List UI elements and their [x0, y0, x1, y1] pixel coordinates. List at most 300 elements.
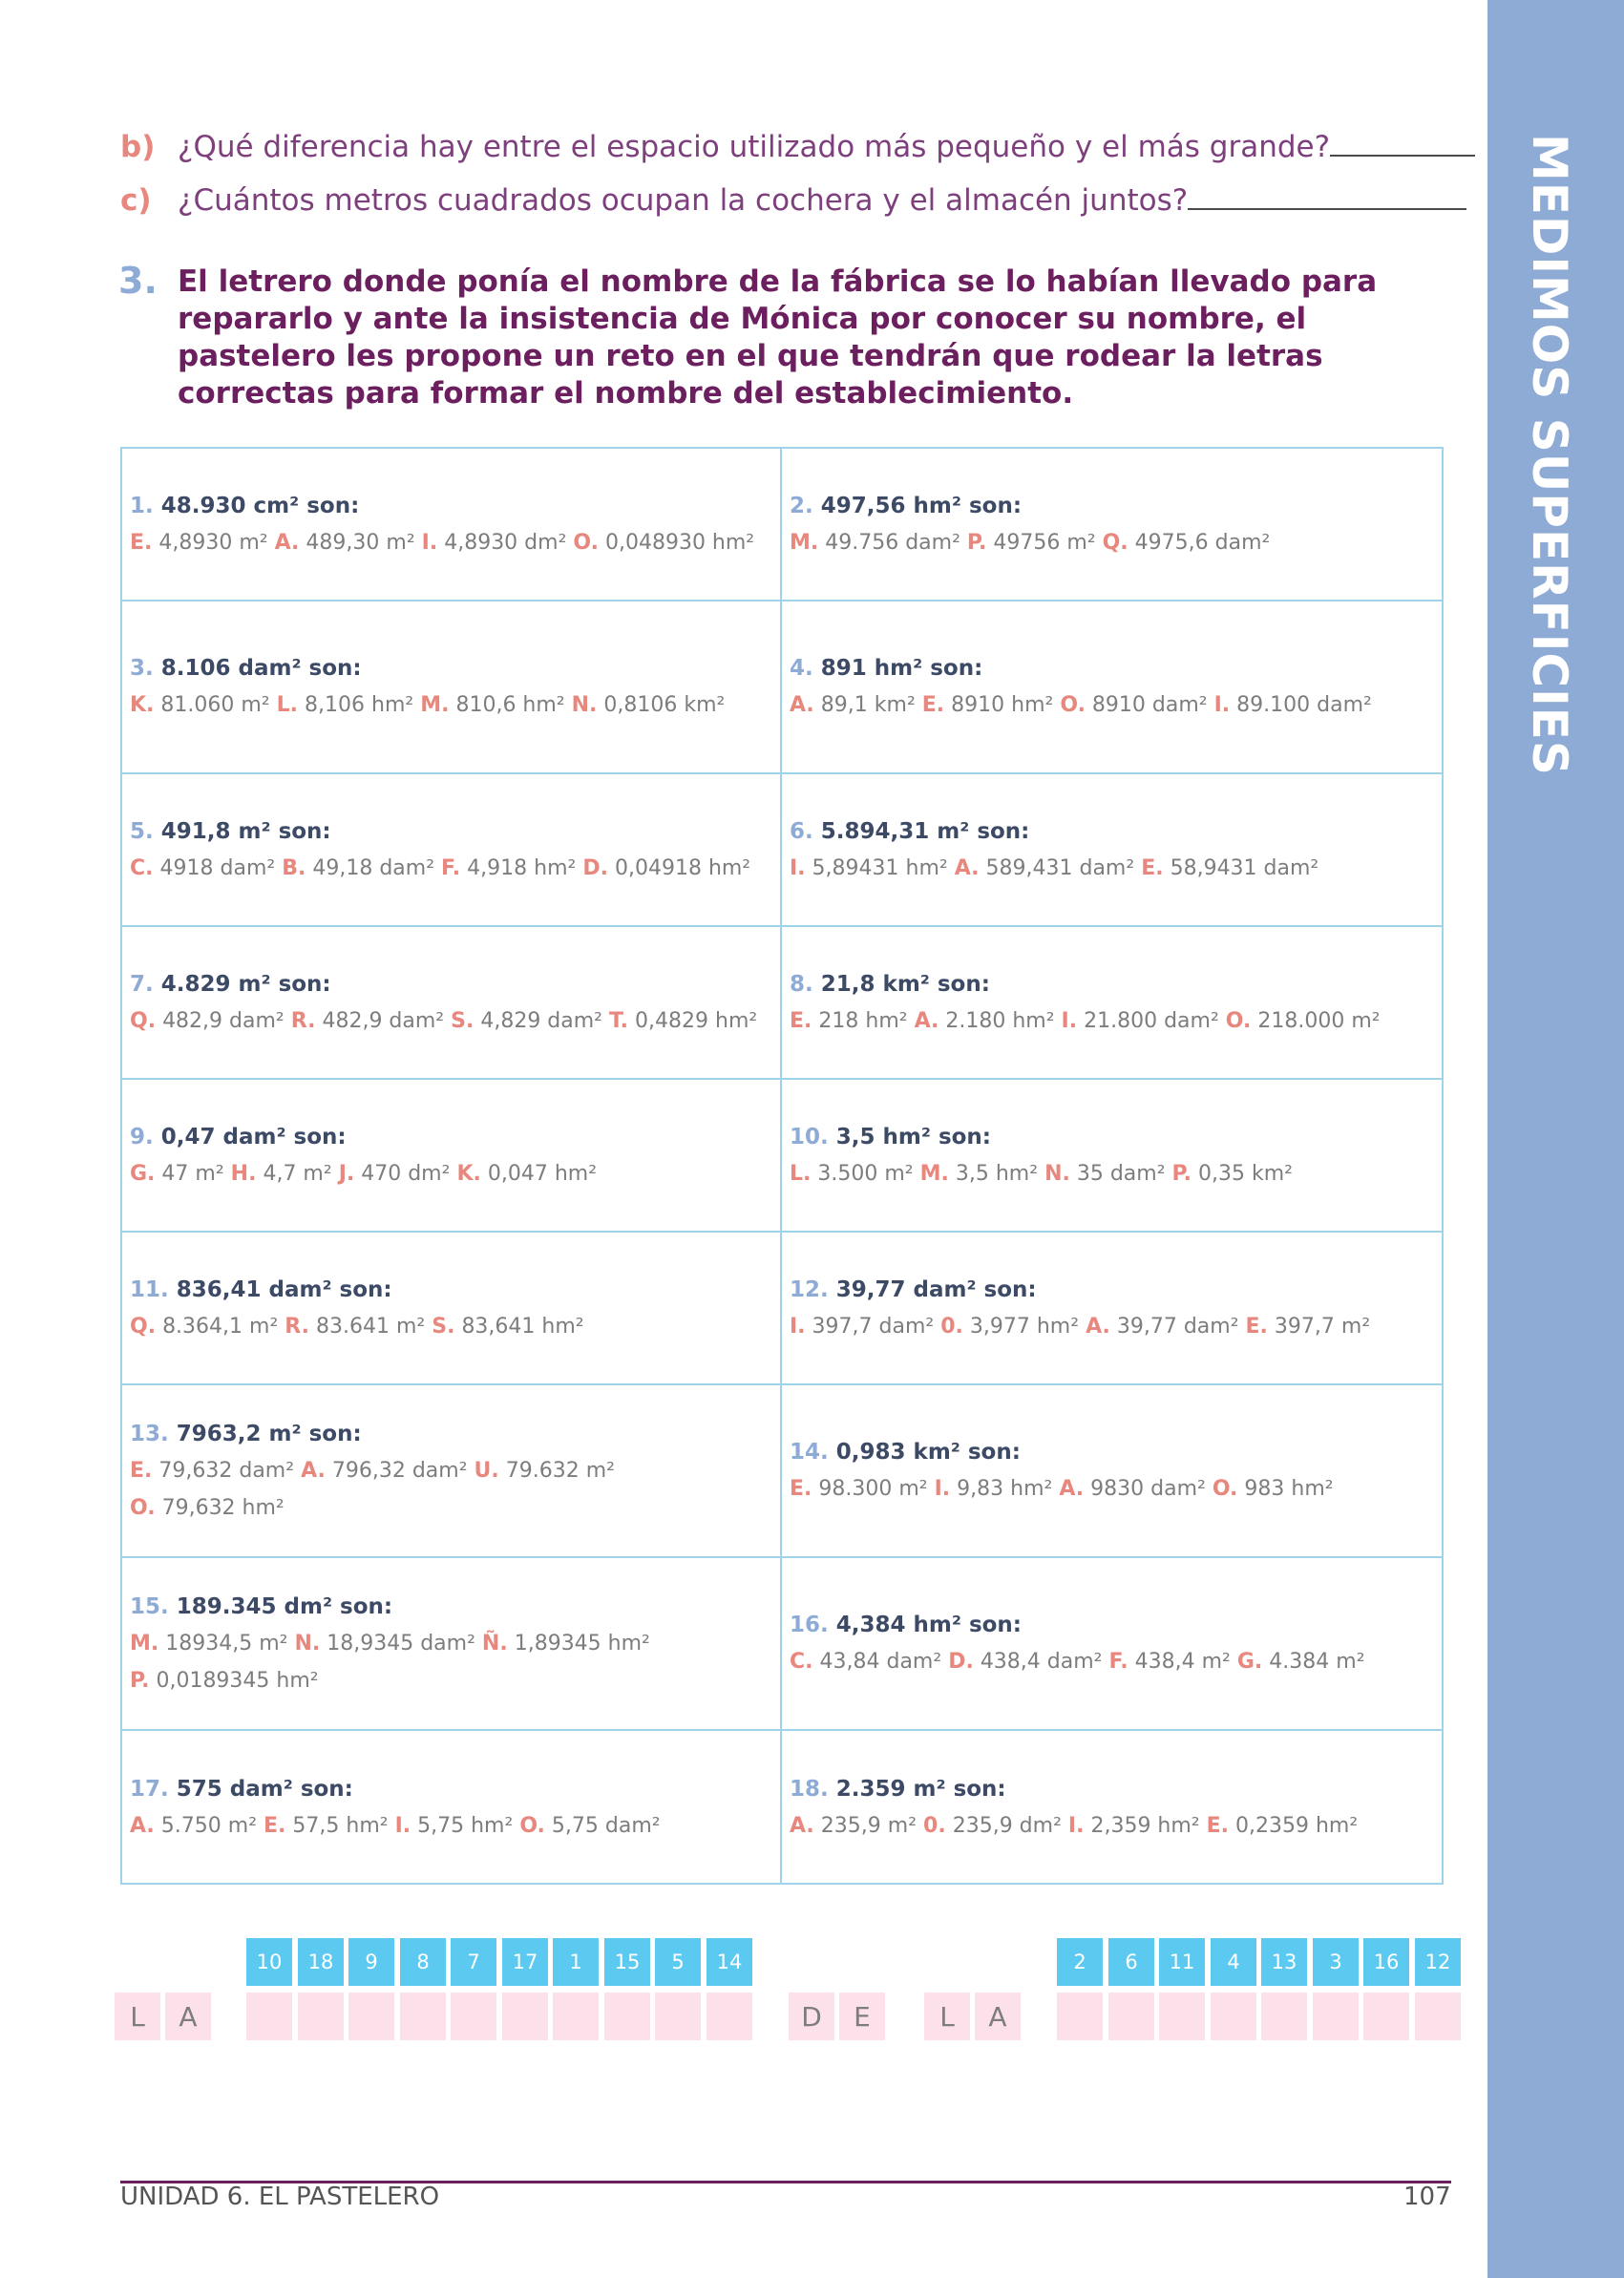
option-letter: P. — [966, 530, 987, 555]
option-value: 235,9 m² — [820, 1813, 917, 1838]
option-letter: E. — [130, 1458, 153, 1483]
page-number: 107 — [1403, 2183, 1451, 2211]
option-value: 5,75 dam² — [551, 1813, 661, 1838]
cell-title — [130, 1771, 772, 1807]
option-letter: L. — [790, 1161, 812, 1186]
cell-number: 14. — [790, 1440, 829, 1465]
cell-number: 10. — [790, 1124, 829, 1150]
clue-number-box: 17 — [502, 1938, 548, 1986]
exercise-cell — [782, 1385, 1442, 1558]
answer-option[interactable] — [1062, 1009, 1219, 1033]
option-letter: I. — [934, 1477, 951, 1501]
cell-title — [790, 650, 1434, 686]
option-letter: D. — [948, 1650, 974, 1674]
cell-quantity: 2.359 m² son: — [835, 1776, 1006, 1802]
option-letter: I. — [421, 530, 438, 555]
cell-quantity: 491,8 m² son: — [160, 818, 331, 844]
answer-option[interactable] — [130, 1009, 285, 1033]
option-letter: I. — [1061, 1008, 1078, 1033]
option-letter: M. — [919, 1161, 949, 1186]
answer-option[interactable] — [130, 1632, 287, 1656]
answer-option[interactable] — [130, 1315, 278, 1339]
answer-option[interactable] — [790, 1315, 934, 1339]
option-letter: O. — [519, 1813, 545, 1838]
cell-options — [790, 1807, 1434, 1845]
option-value: 1,89345 hm² — [514, 1631, 650, 1656]
letter-answer-box[interactable] — [348, 1993, 394, 2040]
exercise-cell — [122, 1080, 782, 1233]
option-letter: Q. — [130, 1008, 157, 1033]
exercise-cell — [782, 449, 1442, 601]
answer-option[interactable] — [1213, 1477, 1334, 1501]
option-letter: I. — [394, 1813, 411, 1838]
option-value: 5,75 hm² — [417, 1813, 514, 1838]
cell-quantity: 21,8 km² son: — [820, 971, 990, 997]
option-value: 3,5 hm² — [955, 1161, 1039, 1186]
option-letter: S. — [451, 1008, 475, 1033]
letter-answer-box[interactable] — [1159, 1993, 1205, 2040]
cell-number: 18. — [790, 1776, 829, 1802]
option-letter: E. — [921, 693, 945, 717]
option-value: 3,977 hm² — [969, 1314, 1080, 1339]
question-letter: b) — [120, 130, 156, 164]
option-value: 8910 dam² — [1091, 693, 1208, 717]
option-letter: T. — [609, 1008, 629, 1033]
clue-number-box: 15 — [604, 1938, 650, 1986]
answer-option[interactable] — [301, 1459, 467, 1483]
answer-option[interactable] — [1214, 693, 1372, 717]
answer-option[interactable] — [967, 531, 1096, 555]
option-letter: 0. — [923, 1813, 946, 1838]
answer-option[interactable] — [130, 531, 268, 555]
clue-number-box: 9 — [348, 1938, 394, 1986]
option-value: 47 m² — [161, 1161, 224, 1186]
answer-option[interactable] — [922, 693, 1054, 717]
cell-title — [790, 813, 1434, 850]
exercise-cell — [122, 927, 782, 1080]
option-letter: P. — [1171, 1161, 1192, 1186]
option-value: 4,7 m² — [263, 1161, 332, 1186]
option-letter: E. — [1141, 855, 1164, 880]
option-letter: G. — [1236, 1650, 1263, 1674]
answer-option[interactable] — [923, 1814, 1062, 1838]
letter-answer-box[interactable] — [298, 1993, 344, 2040]
question-text: ¿Cuántos metros cuadrados ocupan la cochera y el almacén juntos? — [178, 183, 1189, 218]
option-value: 8.364,1 m² — [162, 1314, 279, 1339]
option-value: 49.756 dam² — [825, 530, 960, 555]
exercise-cell — [122, 449, 782, 601]
answer-option[interactable] — [1060, 693, 1207, 717]
option-letter: P. — [130, 1668, 150, 1693]
option-letter: B. — [282, 855, 306, 880]
letter-answer-box[interactable] — [604, 1993, 650, 2040]
answer-option[interactable] — [451, 1009, 602, 1033]
option-value: 0,04918 hm² — [614, 855, 751, 880]
letter-answer-box[interactable] — [707, 1993, 752, 2040]
question-letter: c) — [120, 183, 152, 218]
option-letter: U. — [474, 1458, 499, 1483]
option-value: 18,9345 dam² — [327, 1631, 475, 1656]
cell-number: 3. — [130, 656, 154, 681]
option-value: 482,9 dam² — [162, 1008, 285, 1033]
clue-number-box: 1 — [553, 1938, 599, 1986]
answer-option[interactable] — [130, 856, 275, 880]
option-value: 2,359 hm² — [1090, 1813, 1200, 1838]
answer-option[interactable] — [790, 1477, 928, 1501]
answer-option[interactable] — [130, 1496, 285, 1520]
cell-number: 6. — [790, 818, 813, 844]
option-value: 9,83 hm² — [957, 1477, 1053, 1501]
answer-option[interactable] — [935, 1477, 1053, 1501]
option-letter: K. — [456, 1161, 481, 1186]
letter-answer-box[interactable] — [655, 1993, 701, 2040]
cell-title — [130, 1416, 772, 1452]
cell-quantity: 3,5 hm² son: — [835, 1124, 992, 1150]
answer-option[interactable] — [920, 1162, 1038, 1186]
clue-number-box: 4 — [1211, 1938, 1256, 1986]
exercise-statement: El letrero donde ponía el nombre de la fábrica se lo habían llevado para repararlo y ante la insistencia de Mónica por conocer su nombre, el pastelero les propone un reto en el que tendrán que rodear la letras correctas para formar el nombre del establecimiento. — [178, 264, 1378, 411]
cell-title — [130, 1589, 772, 1625]
letter-answer-box[interactable] — [553, 1993, 599, 2040]
fixed-letter-box: A — [975, 1993, 1021, 2040]
exercise-cell — [122, 601, 782, 774]
answer-option[interactable] — [1237, 1650, 1365, 1674]
cell-title — [130, 966, 772, 1002]
cell-options — [130, 1155, 772, 1192]
option-value: 83,641 hm² — [461, 1314, 584, 1339]
answer-option[interactable] — [948, 1650, 1102, 1674]
answer-option[interactable] — [582, 856, 750, 880]
answer-option[interactable] — [395, 1814, 514, 1838]
cell-options — [130, 1452, 772, 1527]
option-letter: C. — [790, 1650, 813, 1674]
option-letter: A. — [130, 1813, 155, 1838]
answer-option[interactable] — [573, 531, 754, 555]
option-value: 18934,5 m² — [165, 1631, 288, 1656]
letter-answer-box[interactable] — [1313, 1993, 1359, 2040]
cell-quantity: 189.345 dm² son: — [176, 1593, 393, 1619]
option-value: 79,632 hm² — [161, 1495, 285, 1520]
cell-quantity: 5.894,31 m² son: — [820, 818, 1030, 844]
option-value: 4975,6 dam² — [1134, 530, 1271, 555]
option-value: 4,8930 m² — [158, 530, 268, 555]
answer-option[interactable] — [572, 693, 726, 717]
cell-title — [790, 1771, 1434, 1807]
cell-title — [130, 650, 772, 686]
option-value: 83.641 m² — [316, 1314, 426, 1339]
answer-option[interactable] — [339, 1162, 451, 1186]
option-value: 79,632 dam² — [158, 1458, 295, 1483]
cell-options — [790, 524, 1434, 561]
option-letter: C. — [130, 855, 154, 880]
cell-quantity: 48.930 cm² son: — [160, 493, 360, 518]
answer-option[interactable] — [1108, 1650, 1230, 1674]
answer-option[interactable] — [1226, 1009, 1381, 1033]
answer-option[interactable] — [915, 1009, 1055, 1033]
cell-number: 13. — [130, 1421, 169, 1446]
letter-answer-box[interactable] — [1108, 1993, 1154, 2040]
question-b — [120, 130, 1475, 164]
option-letter: N. — [1044, 1161, 1070, 1186]
option-letter: I. — [790, 855, 806, 880]
option-letter: G. — [130, 1161, 156, 1186]
answer-option[interactable] — [456, 1162, 597, 1186]
letter-answer-box[interactable] — [1363, 1993, 1409, 2040]
answer-option[interactable] — [130, 1162, 224, 1186]
letter-answer-box[interactable] — [1057, 1993, 1103, 2040]
answer-option[interactable] — [294, 1632, 475, 1656]
exercise-cell — [782, 1558, 1442, 1731]
option-value: 98.300 m² — [818, 1477, 928, 1501]
option-letter: O. — [130, 1495, 156, 1520]
option-letter: Q. — [130, 1314, 157, 1339]
option-letter: H. — [230, 1161, 257, 1186]
option-value: 489,30 m² — [306, 530, 415, 555]
option-letter: L. — [276, 693, 299, 717]
clue-number-box: 11 — [1159, 1938, 1205, 1986]
exercise-cell — [782, 1233, 1442, 1385]
cell-number: 9. — [130, 1124, 154, 1150]
option-letter: A. — [301, 1458, 326, 1483]
answer-option[interactable] — [1086, 1315, 1238, 1339]
exercise-cell — [122, 1731, 782, 1884]
cell-quantity: 0,47 dam² son: — [160, 1124, 347, 1150]
answer-option[interactable] — [264, 1814, 389, 1838]
answer-option[interactable] — [1141, 856, 1318, 880]
answer-option[interactable] — [940, 1315, 1079, 1339]
cell-options — [130, 1002, 772, 1040]
cell-options — [130, 686, 772, 724]
cell-options — [790, 686, 1434, 724]
clue-number-box: 7 — [451, 1938, 496, 1986]
option-value: 89,1 km² — [820, 693, 916, 717]
answer-option[interactable] — [275, 531, 415, 555]
cell-quantity: 575 dam² son: — [176, 1776, 353, 1802]
letter-answer-box[interactable] — [451, 1993, 496, 2040]
option-letter: A. — [790, 693, 814, 717]
cell-title — [130, 488, 772, 524]
option-letter: E. — [130, 530, 153, 555]
answer-blank[interactable] — [1330, 130, 1475, 157]
option-value: 9830 dam² — [1090, 1477, 1206, 1501]
option-value: 438,4 dam² — [980, 1650, 1103, 1674]
option-letter: R. — [285, 1314, 309, 1339]
clue-number-box: 5 — [655, 1938, 701, 1986]
exercise-cell — [782, 601, 1442, 774]
option-letter: A. — [790, 1813, 814, 1838]
option-value: 58,9431 dam² — [1170, 855, 1319, 880]
option-value: 0,048930 hm² — [604, 530, 755, 555]
cell-title — [130, 1272, 772, 1308]
option-value: 8,106 hm² — [305, 693, 414, 717]
option-letter: E. — [790, 1008, 812, 1033]
clue-number-box: 10 — [246, 1938, 292, 1986]
option-letter: M. — [420, 693, 450, 717]
option-letter: E. — [264, 1813, 286, 1838]
answer-option[interactable] — [1068, 1814, 1200, 1838]
fixed-letter-box: L — [115, 1993, 160, 2040]
answer-option[interactable] — [790, 693, 916, 717]
answer-option[interactable] — [519, 1814, 660, 1838]
option-value: 218 hm² — [818, 1008, 908, 1033]
answer-option[interactable] — [475, 1459, 615, 1483]
answer-option[interactable] — [1103, 531, 1271, 555]
option-letter: E. — [790, 1477, 812, 1501]
option-letter: K. — [130, 693, 155, 717]
option-value: 5,89431 hm² — [812, 855, 948, 880]
option-letter: D. — [582, 855, 608, 880]
option-letter: 0. — [940, 1314, 963, 1339]
option-value: 4.384 m² — [1269, 1650, 1365, 1674]
answer-option[interactable] — [790, 1162, 914, 1186]
option-value: 218.000 m² — [1257, 1008, 1381, 1033]
answer-option[interactable] — [1246, 1315, 1371, 1339]
answer-option[interactable] — [1044, 1162, 1165, 1186]
option-letter: M. — [130, 1631, 159, 1656]
option-letter: A. — [954, 855, 980, 880]
option-letter: N. — [294, 1631, 321, 1656]
cell-number: 2. — [790, 493, 813, 518]
answer-option[interactable] — [790, 531, 960, 555]
option-value: 235,9 dm² — [952, 1813, 1062, 1838]
answer-option[interactable] — [482, 1632, 650, 1656]
cell-title — [130, 1119, 772, 1155]
option-letter: O. — [573, 530, 599, 555]
answer-option[interactable] — [955, 856, 1134, 880]
answer-blank[interactable] — [1188, 183, 1466, 210]
exercise-cell — [782, 1080, 1442, 1233]
cell-title — [790, 1272, 1434, 1308]
answer-option[interactable] — [130, 1459, 294, 1483]
option-value: 49,18 dam² — [312, 855, 435, 880]
letter-answer-box[interactable] — [400, 1993, 446, 2040]
answer-option[interactable] — [277, 693, 414, 717]
option-value: 470 dm² — [361, 1161, 451, 1186]
answer-option[interactable] — [420, 693, 564, 717]
letter-answer-box[interactable] — [1415, 1993, 1461, 2040]
clue-number-box: 14 — [707, 1938, 752, 1986]
option-value: 4,918 hm² — [467, 855, 577, 880]
answer-option[interactable] — [609, 1009, 757, 1033]
cell-quantity: 8.106 dam² son: — [160, 656, 362, 681]
answer-option[interactable] — [1059, 1477, 1205, 1501]
option-letter: M. — [790, 530, 819, 555]
option-letter: O. — [1060, 693, 1086, 717]
option-letter: O. — [1225, 1008, 1252, 1033]
option-value: 35 dam² — [1076, 1161, 1166, 1186]
answer-option[interactable] — [790, 856, 948, 880]
answer-option[interactable] — [231, 1162, 332, 1186]
cell-options — [790, 1643, 1434, 1680]
option-letter: J. — [338, 1161, 355, 1186]
answer-option[interactable] — [790, 1814, 917, 1838]
option-letter: A. — [274, 530, 300, 555]
option-letter: O. — [1212, 1477, 1238, 1501]
cell-title — [790, 1119, 1434, 1155]
letter-answer-box[interactable] — [1211, 1993, 1256, 2040]
option-value: 39,77 dam² — [1116, 1314, 1239, 1339]
cell-title — [790, 488, 1434, 524]
footer-unit: UNIDAD 6. EL PASTELERO — [120, 2183, 440, 2211]
cell-number: 1. — [130, 493, 154, 518]
option-letter: I. — [790, 1314, 806, 1339]
question-text: ¿Qué diferencia hay entre el espacio utilizado más pequeño y el más grande? — [178, 130, 1331, 164]
exercise-grid — [120, 447, 1444, 1885]
option-value: 810,6 hm² — [455, 693, 565, 717]
exercise-cell — [122, 1558, 782, 1731]
option-letter: S. — [432, 1314, 455, 1339]
clue-number-box: 6 — [1108, 1938, 1154, 1986]
option-value: 49756 m² — [993, 530, 1096, 555]
cell-options — [790, 1308, 1434, 1345]
answer-option[interactable] — [130, 693, 270, 717]
answer-option[interactable] — [422, 531, 567, 555]
exercise-cell — [122, 1233, 782, 1385]
cell-number: 8. — [790, 971, 813, 997]
exercise-cell — [782, 774, 1442, 927]
answer-option[interactable] — [1207, 1814, 1359, 1838]
option-value: 397,7 m² — [1274, 1314, 1371, 1339]
answer-option[interactable] — [790, 1650, 941, 1674]
answer-option[interactable] — [1172, 1162, 1293, 1186]
answer-option[interactable] — [130, 1814, 257, 1838]
answer-option[interactable] — [285, 1315, 425, 1339]
option-letter: F. — [441, 855, 461, 880]
option-value: 0,2359 hm² — [1235, 1813, 1359, 1838]
option-value: 983 hm² — [1244, 1477, 1334, 1501]
answer-option[interactable] — [282, 856, 434, 880]
answer-option[interactable] — [291, 1009, 444, 1033]
clue-number-box: 8 — [400, 1938, 446, 1986]
cell-options — [130, 1625, 772, 1699]
option-letter: A. — [914, 1008, 939, 1033]
cell-options — [130, 524, 772, 561]
cell-number: 12. — [790, 1276, 829, 1302]
answer-option[interactable] — [441, 856, 576, 880]
letter-answer-box[interactable] — [1261, 1993, 1307, 2040]
option-letter: E. — [1206, 1813, 1230, 1838]
option-letter: N. — [571, 693, 598, 717]
question-c — [120, 183, 1466, 218]
option-letter: A. — [1086, 1314, 1110, 1339]
clue-number-box: 18 — [298, 1938, 344, 1986]
cell-title — [130, 813, 772, 850]
clue-number-box: 2 — [1057, 1938, 1103, 1986]
cell-number: 11. — [130, 1276, 169, 1302]
cell-number: 5. — [130, 818, 154, 844]
letter-answer-box[interactable] — [246, 1993, 292, 2040]
answer-option[interactable] — [432, 1315, 583, 1339]
cell-title — [790, 966, 1434, 1002]
cell-options — [790, 1155, 1434, 1192]
letter-answer-box[interactable] — [502, 1993, 548, 2040]
cell-options — [790, 850, 1434, 887]
option-value: 482,9 dam² — [322, 1008, 445, 1033]
cell-quantity: 7963,2 m² son: — [176, 1421, 362, 1446]
option-value: 43,84 dam² — [819, 1650, 942, 1674]
fixed-letter-box: D — [789, 1993, 834, 2040]
option-value: 0,35 km² — [1197, 1161, 1293, 1186]
exercise-cell — [782, 927, 1442, 1080]
clue-number-box: 12 — [1415, 1938, 1461, 1986]
option-value: 397,7 dam² — [812, 1314, 935, 1339]
fixed-letter-box: L — [924, 1993, 970, 2040]
answer-option[interactable] — [790, 1009, 908, 1033]
cell-options — [130, 1308, 772, 1345]
answer-option[interactable] — [130, 1669, 319, 1693]
cell-number: 17. — [130, 1776, 169, 1802]
cell-quantity: 39,77 dam² son: — [835, 1276, 1037, 1302]
